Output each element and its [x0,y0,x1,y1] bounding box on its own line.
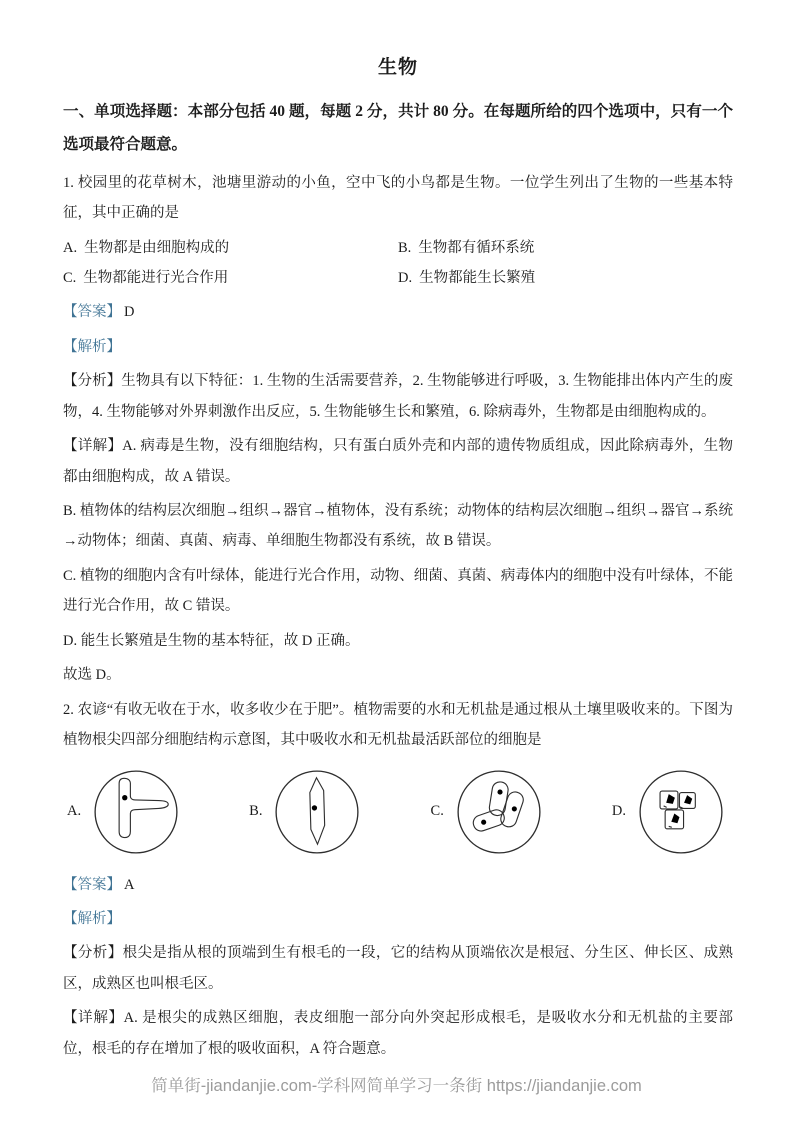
q2-figure-a [67,766,182,858]
q2-figures [67,766,727,858]
q2-explain-line [63,904,733,934]
q1-options [63,233,733,294]
answer-label: 【答案】 [63,876,121,893]
q1-answer-value: D [124,304,135,321]
option-label: A. [63,239,78,256]
q1-detail-b: B. 植物体的结构层次细胞→组织→器官→植物体，没有系统；动物体的结构层次细胞→组织→器官→系统→动物体；细菌、真菌、病毒、单细胞生物都没有系统，故 B 错误。 [63,503,733,550]
answer-label: 【答案】 [63,304,121,321]
q1-detail-a: 【详解】A. 病毒是生物，没有细胞结构，只有蛋白质外壳和内部的遗传物质组成，因此除病毒外，生物都由细胞构成，故 A 错误。 [63,438,733,485]
oval-cells-figure [453,766,545,858]
q1-option-c [63,263,398,293]
q1-detail-c: C. 植物的细胞内含有叶绿体，能进行光合作用，动物、细菌、真菌、病毒体内的细胞中没有叶绿体，不能进行光合作用，故 C 错误。 [63,567,733,615]
question-1 [63,168,733,691]
footer-text: 简单街-jiandanjie.com-学科网简单学习一条街 https://jiandanjie.com [151,1077,642,1095]
explain-label: 【解析】 [63,910,121,927]
q1-detail-d: D. 能生长繁殖是生物的基本特征，故 D 正确。 [63,632,360,649]
option-text: 生物都是由细胞构成的 [84,239,230,256]
option-label: D. [398,269,413,286]
q2-answer-value: A [124,876,135,893]
q1-option-a [63,233,398,263]
q2-stem: 2. 农谚“有收无收在于水，收多收少在于肥”。植物需要的水和无机盐是通过根从土壤里吸收来的。下图为植物根尖四部分细胞结构示意图，其中吸收水和无机盐最活跃部位的细胞是 [63,701,733,749]
q1-explain-line [63,332,733,362]
option-text: 生物都能进行光合作用 [83,269,229,286]
question-2 [63,695,733,1065]
explain-label: 【解析】 [63,338,121,355]
page-title: 生物 [377,57,418,78]
q2-answer-line [63,870,733,900]
option-label: C. [63,269,77,286]
q1-stem: 1. 校园里的花草树木，池塘里游动的小鱼，空中飞的小鸟都是生物。一位学生列出了生物的一些基本特征，其中正确的是 [63,174,733,222]
figure-label: D. [611,803,626,819]
q1-option-d [398,263,733,293]
q2-figure-b [249,766,363,858]
figure-label: A. [67,803,82,819]
spindle-cell-figure [271,766,363,858]
q2-detail-a: 【详解】A. 是根尖的成熟区细胞，表皮细胞一部分向外突起形成根毛，是吸收水分和无机盐的主要部位，根毛的存在增加了根的吸收面积，A 符合题意。 [63,1010,733,1057]
q1-answer-line [63,297,733,327]
root-hair-cell-figure [90,766,182,858]
q1-analysis: 【分析】生物具有以下特征：1. 生物的生活需要营养，2. 生物能够进行呼吸，3. 生物能排出体内产生的废物，4. 生物能够对外界刺激作出反应，5. 生物能够生长和繁殖，6. 除病毒外，生物都是由细胞构成的。 [63,373,733,420]
figure-label: B. [249,803,263,819]
q2-analysis: 【分析】根尖是指从根的顶端到生有根毛的一段，它的结构从顶端依次是根冠、分生区、伸长区、成熟区，成熟区也叫根毛区。 [63,945,733,992]
q2-figure-d [612,766,727,858]
figure-label: C. [430,803,444,819]
option-text: 生物都能生长繁殖 [419,269,536,286]
q1-conclusion: 故选 D。 [63,667,121,684]
dividing-cells-figure [635,766,727,858]
q1-option-b [398,233,733,263]
option-label: B. [398,239,412,256]
option-text: 生物都有循环系统 [418,239,535,256]
q2-figure-c [431,766,545,858]
section-header: 一、单项选择题：本部分包括 40 题，每题 2 分，共计 80 分。在每题所给的四个选项中，只有一个选项最符合题意。 [63,103,733,154]
